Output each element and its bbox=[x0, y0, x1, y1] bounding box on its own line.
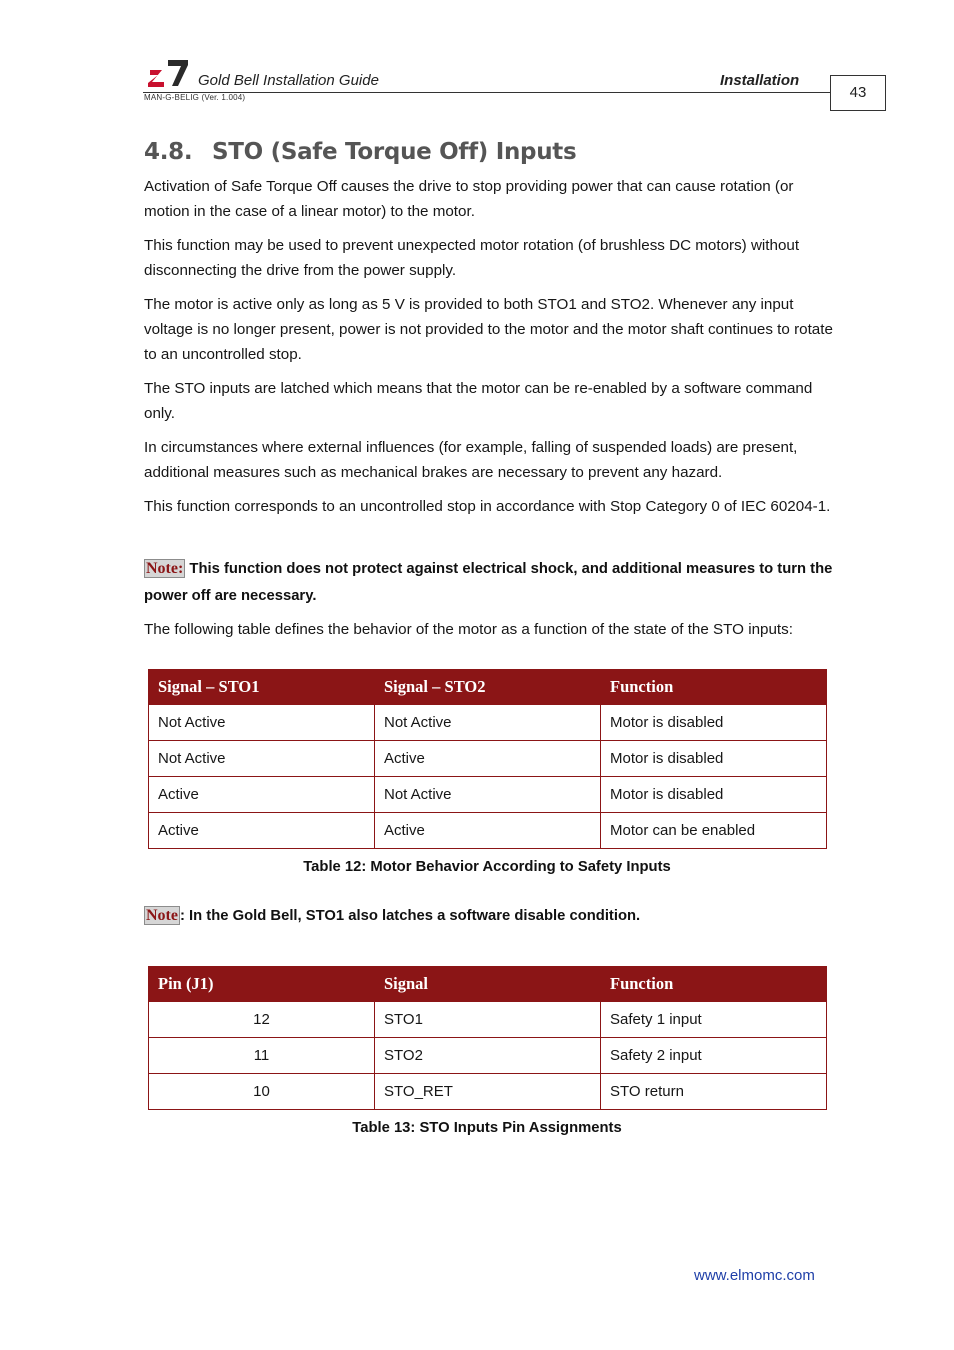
table-row bbox=[149, 705, 827, 741]
column-header: Signal – STO1 bbox=[149, 670, 375, 705]
table-header-row bbox=[149, 967, 827, 1002]
table-cell: STO return bbox=[601, 1074, 827, 1110]
header-section-name: Installation bbox=[720, 72, 800, 89]
table-cell: 12 bbox=[149, 1002, 375, 1038]
table-cell: Not Active bbox=[149, 741, 375, 777]
elmo-logo-icon bbox=[148, 58, 190, 88]
paragraph-1: Activation of Safe Torque Off causes the drive to stop providing power that can cause rotation (or motion in the case of a linear motor) to the motor. bbox=[144, 178, 794, 220]
note-label: Note bbox=[146, 907, 178, 924]
note-label: Note: bbox=[146, 560, 184, 577]
section-number: 4.8. bbox=[144, 139, 193, 165]
table-cell: Active bbox=[375, 741, 601, 777]
paragraph-2: This function may be used to prevent unexpected motor rotation (of brushless DC motors) without disconnecting the drive from the power supply. bbox=[144, 237, 800, 279]
table-cell: 11 bbox=[149, 1038, 375, 1074]
document-title: Gold Bell Installation Guide bbox=[198, 72, 379, 89]
paragraph-6: This function corresponds to an uncontrolled stop in accordance with Stop Category 0 of IEC 60204-1. bbox=[144, 498, 831, 515]
table-cell: Motor is disabled bbox=[601, 741, 827, 777]
paragraph-5: In circumstances where external influences (for example, falling of suspended loads) are present, additional measures such as mechanical brakes are necessary to prevent any hazard. bbox=[144, 439, 798, 481]
table-row bbox=[149, 1038, 827, 1074]
table-header-row bbox=[149, 670, 827, 705]
table-cell: 10 bbox=[149, 1074, 375, 1110]
table-12-caption: Table 12: Motor Behavior According to Safety Inputs bbox=[303, 859, 671, 875]
column-header: Function bbox=[601, 967, 827, 1002]
section-heading bbox=[144, 139, 576, 165]
table-cell: STO1 bbox=[375, 1002, 601, 1038]
header-divider bbox=[143, 92, 830, 93]
table-cell: Safety 1 input bbox=[601, 1002, 827, 1038]
table-cell: Not Active bbox=[149, 705, 375, 741]
table-cell: STO_RET bbox=[375, 1074, 601, 1110]
table-row bbox=[149, 1074, 827, 1110]
pin-assignment-table bbox=[148, 966, 827, 1110]
table-cell: Active bbox=[375, 813, 601, 849]
table-cell: Not Active bbox=[375, 705, 601, 741]
table-cell: Not Active bbox=[375, 777, 601, 813]
document-version: MAN-G-BELIG (Ver. 1.004) bbox=[144, 93, 246, 102]
table-cell: Motor is disabled bbox=[601, 705, 827, 741]
table-13-caption: Table 13: STO Inputs Pin Assignments bbox=[352, 1120, 622, 1136]
column-header: Signal – STO2 bbox=[375, 670, 601, 705]
column-header: Signal bbox=[375, 967, 601, 1002]
safety-note bbox=[144, 555, 834, 610]
column-header: Pin (J1) bbox=[149, 967, 375, 1002]
table-intro-paragraph: The following table defines the behavior of the motor as a function of the state of the STO inputs: bbox=[144, 621, 793, 638]
table-cell: Motor is disabled bbox=[601, 777, 827, 813]
motor-behavior-table bbox=[148, 669, 827, 849]
table-cell: Active bbox=[149, 813, 375, 849]
paragraph-3: The motor is active only as long as 5 V is provided to both STO1 and STO2. Whenever any input voltage is no longer present, power is not provided to the motor and the motor shaft continues to rotate to an uncontrolled stop. bbox=[144, 296, 833, 363]
table-row bbox=[149, 1002, 827, 1038]
paragraph-4: The STO inputs are latched which means that the motor can be re-enabled by a software command only. bbox=[144, 380, 813, 422]
table-cell: Active bbox=[149, 777, 375, 813]
sto1-latch-note bbox=[144, 902, 834, 930]
column-header: Function bbox=[601, 670, 827, 705]
page-number: 43 bbox=[830, 75, 886, 111]
note-text: This function does not protect against electrical shock, and additional measures to turn the power off are necessary. bbox=[144, 561, 833, 604]
table-cell: STO2 bbox=[375, 1038, 601, 1074]
website-link[interactable]: www.elmomc.com bbox=[694, 1267, 815, 1284]
note-text: : In the Gold Bell, STO1 also latches a software disable condition. bbox=[179, 908, 641, 924]
table-cell: Motor can be enabled bbox=[601, 813, 827, 849]
section-title: STO (Safe Torque Off) Inputs bbox=[212, 139, 577, 165]
table-row bbox=[149, 741, 827, 777]
table-row bbox=[149, 813, 827, 849]
table-cell: Safety 2 input bbox=[601, 1038, 827, 1074]
table-row bbox=[149, 777, 827, 813]
